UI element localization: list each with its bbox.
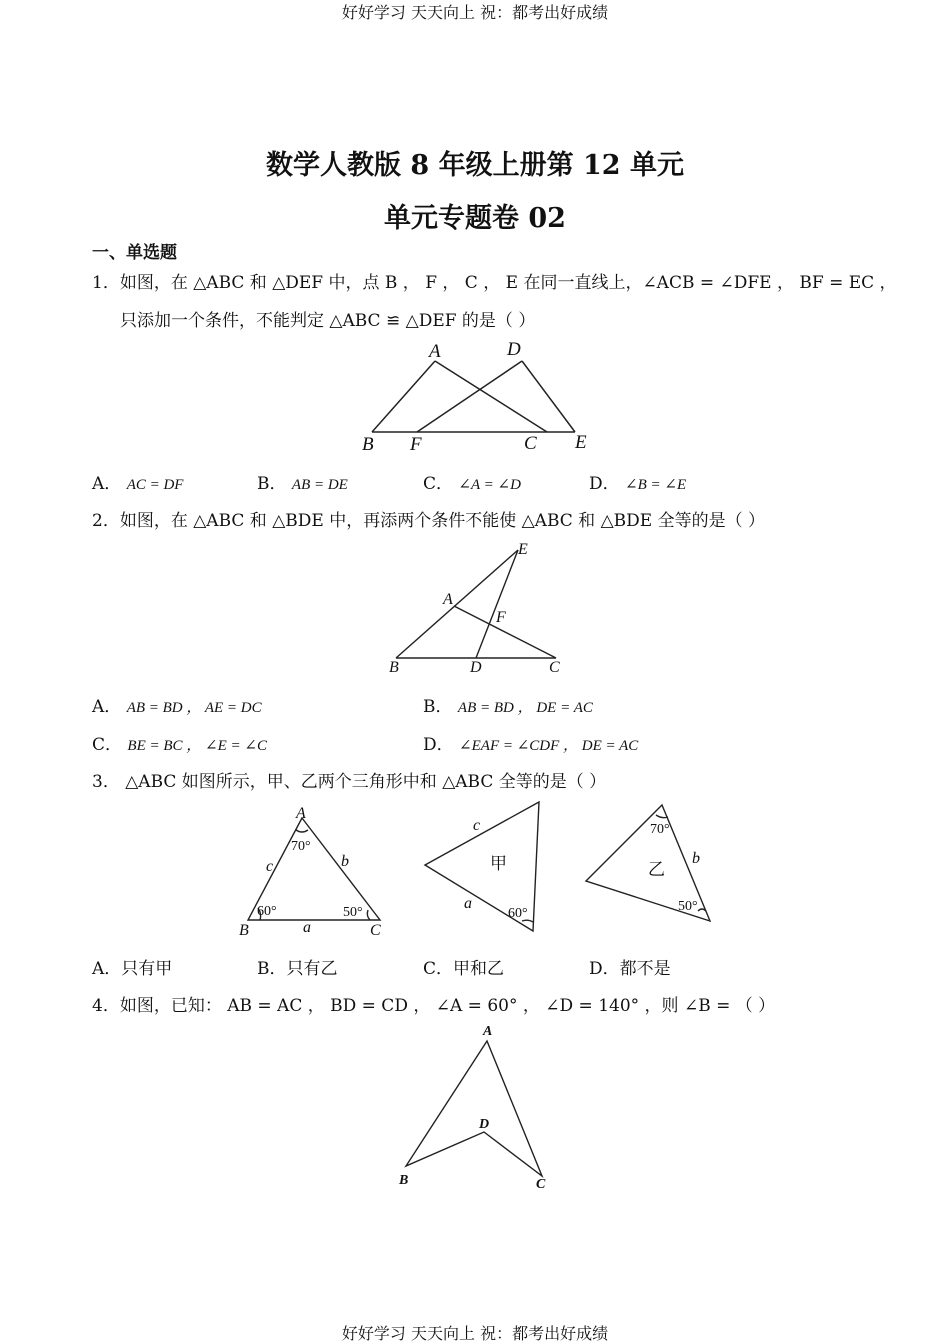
q3-option-a[interactable]: A．只有甲 xyxy=(92,959,173,979)
q3-tri1-side-c: c xyxy=(266,858,274,875)
q3-tri1-label-A: A xyxy=(296,805,306,822)
question-3-text: 3． △ABC 如图所示，甲、乙两个三角形中和 △ABC 全等的是（ ） xyxy=(92,772,607,792)
q3-tri1-angle-a: 70° xyxy=(291,839,311,854)
q3-tri1-label-B: B xyxy=(239,922,249,939)
q1-label-C: C xyxy=(524,433,537,454)
q1-label-A: A xyxy=(429,341,441,362)
page-title: 数学人教版 8 年级上册第 12 单元 xyxy=(266,150,684,181)
q3-tri2-name: 甲 xyxy=(490,854,507,873)
q2-label-E: E xyxy=(518,541,528,558)
q2-label-A: A xyxy=(443,591,453,608)
q3-triangle-abc xyxy=(230,800,400,942)
q3-tri3-name: 乙 xyxy=(648,860,665,879)
q4-label-D: D xyxy=(479,1117,490,1132)
q2-option-b[interactable]: B． AB = BD ， DE = AC xyxy=(423,697,593,717)
question-1-text: 1．如图，在 △ABC 和 △DEF 中，点 B ， F ， C ， E 在同一直线上，∠ACB = ∠DFE ， BF = EC ， xyxy=(92,273,897,293)
q1-label-D: D xyxy=(507,339,521,360)
q2-label-B: B xyxy=(389,659,399,676)
question-2-text: 2．如图，在 △ABC 和 △BDE 中，再添两个条件不能使 △ABC 和 △BDE 全等的是（ ） xyxy=(92,511,765,531)
q1-option-a[interactable]: A． AC = DF xyxy=(92,474,184,494)
q2-label-F: F xyxy=(496,609,506,626)
q2-option-d[interactable]: D． ∠EAF = ∠CDF ， DE = AC xyxy=(423,735,639,755)
question-4-text: 4．如图，已知： AB = AC ， BD = CD ， ∠A = 60° ， ∠D = 140° ，则 ∠B = （ ） xyxy=(92,996,776,1016)
q1-option-b[interactable]: B． AB = DE xyxy=(257,474,348,494)
page-subtitle: 单元专题卷 02 xyxy=(384,203,566,234)
q1-option-d[interactable]: D． ∠B = ∠E xyxy=(589,474,687,494)
q3-tri1-side-a: a xyxy=(303,919,311,936)
q3-tri3-side-b: b xyxy=(692,850,700,867)
q2-option-a[interactable]: A． AB = BD ， AE = DC xyxy=(92,697,262,717)
q4-label-B: B xyxy=(399,1173,409,1188)
q2-label-C: C xyxy=(549,659,560,676)
q2-option-c[interactable]: C． BE = BC ， ∠E = ∠C xyxy=(92,735,267,755)
q3-tri2-angle: 60° xyxy=(508,906,528,921)
q3-tri2-side-c: c xyxy=(473,817,481,834)
q2-figure xyxy=(380,538,580,680)
q3-option-c[interactable]: C．甲和乙 xyxy=(423,959,505,979)
q1-option-c[interactable]: C． ∠A = ∠D xyxy=(423,474,521,494)
q1-label-E: E xyxy=(575,432,587,453)
page-footer: 好好学习 天天向上 祝：都考出好成绩 xyxy=(341,1324,609,1343)
q2-label-D: D xyxy=(470,659,482,676)
page-header: 好好学习 天天向上 祝：都考出好成绩 xyxy=(341,3,609,22)
section-heading: 一、单选题 xyxy=(92,243,177,263)
q4-label-C: C xyxy=(536,1177,546,1192)
q3-tri1-side-b: b xyxy=(341,853,349,870)
q3-tri3-angle-2: 50° xyxy=(678,899,698,914)
q3-triangle-jia xyxy=(415,795,555,940)
q3-triangle-yi xyxy=(580,795,720,930)
q3-tri2-side-a: a xyxy=(464,895,472,912)
q3-tri1-label-C: C xyxy=(370,922,381,939)
q1-label-F: F xyxy=(410,434,422,455)
q3-option-d[interactable]: D．都不是 xyxy=(589,959,671,979)
q4-label-A: A xyxy=(483,1024,493,1039)
question-1-text-cont: 只添加一个条件，不能判定 △ABC ≌ △DEF 的是（ ） xyxy=(120,311,536,331)
q3-tri1-angle-b: 60° xyxy=(257,904,277,919)
q3-tri3-angle-1: 70° xyxy=(650,822,670,837)
q1-label-B: B xyxy=(362,434,374,455)
q3-option-b[interactable]: B．只有乙 xyxy=(257,959,338,979)
q1-figure xyxy=(350,335,610,457)
q4-figure xyxy=(390,1018,560,1193)
q3-tri1-angle-c: 50° xyxy=(343,905,363,920)
